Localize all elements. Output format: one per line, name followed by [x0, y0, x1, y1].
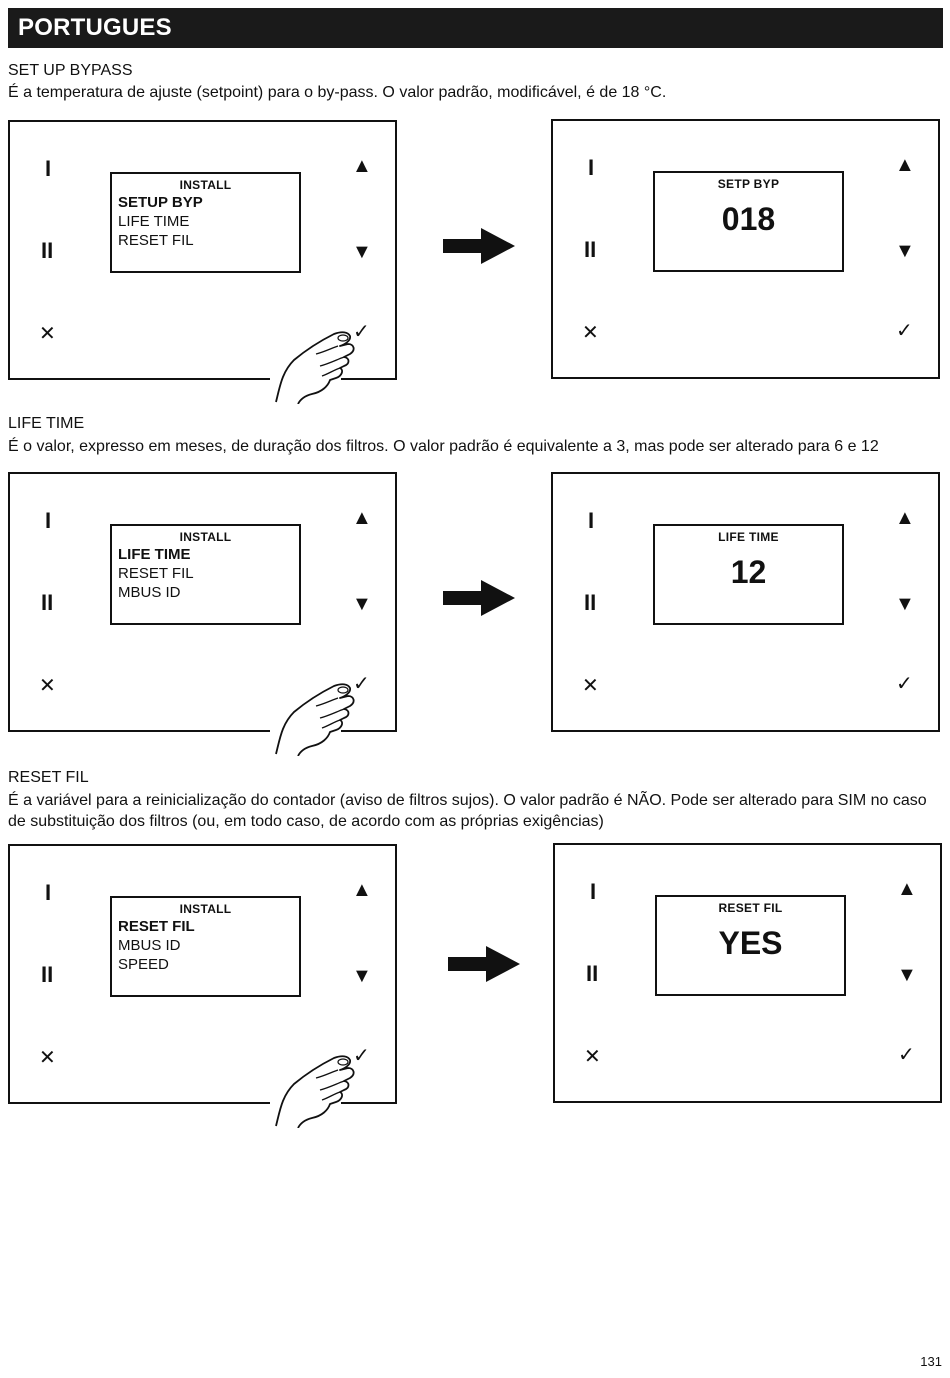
key-i-button[interactable]: I: [45, 508, 52, 533]
hand-pressing-icon: [272, 324, 362, 404]
key-ii-button[interactable]: II: [41, 962, 54, 987]
lcd-header: INSTALL: [179, 178, 232, 192]
cancel-icon[interactable]: ✕: [582, 322, 599, 344]
lcd-header: INSTALL: [179, 902, 232, 916]
lcd-menu-item: MBUS ID: [118, 584, 181, 601]
cancel-icon[interactable]: ✕: [39, 675, 56, 697]
menu-panel-setup-bypass: [8, 120, 397, 380]
lcd-value: 018: [721, 201, 776, 237]
lcd-display: [110, 172, 301, 273]
key-i-button[interactable]: I: [588, 155, 595, 180]
hand-pressing-icon: [272, 676, 362, 756]
cancel-icon[interactable]: ✕: [584, 1046, 601, 1068]
confirm-check-icon[interactable]: ✓: [898, 1044, 915, 1066]
down-arrow-icon[interactable]: ▼: [897, 964, 917, 986]
lcd-display: [110, 524, 301, 625]
confirm-check-icon[interactable]: ✓: [353, 1045, 370, 1067]
right-arrow-icon: [443, 228, 515, 264]
up-arrow-icon[interactable]: ▲: [352, 507, 372, 529]
lcd-menu-item: LIFE TIME: [118, 213, 190, 230]
value-panel-setup-bypass: [551, 119, 940, 379]
cancel-icon[interactable]: ✕: [39, 1047, 56, 1069]
confirm-check-icon[interactable]: ✓: [353, 321, 370, 343]
page-title: PORTUGUES: [18, 14, 172, 41]
right-arrow-icon: [448, 946, 520, 982]
lcd-header: RESET FIL: [718, 901, 783, 915]
hand-pressing-icon: [272, 1048, 362, 1128]
menu-panel-life-time: [8, 472, 397, 732]
key-ii-button[interactable]: II: [586, 961, 599, 986]
down-arrow-icon[interactable]: ▼: [895, 240, 915, 262]
section-description-life-time: É o valor, expresso em meses, de duração dos filtros. O valor padrão é equivalente a 3, mas pode ser alterado para 6 e 12: [8, 438, 879, 455]
up-arrow-icon[interactable]: ▲: [895, 154, 915, 176]
confirm-check-icon[interactable]: ✓: [896, 320, 913, 342]
lcd-menu-item: SPEED: [118, 956, 169, 973]
confirm-check-icon[interactable]: ✓: [896, 673, 913, 695]
page-number: 131: [920, 1354, 942, 1369]
key-i-button[interactable]: I: [45, 880, 52, 905]
value-panel-reset-fil: [553, 843, 942, 1103]
lcd-display: [653, 171, 844, 272]
key-i-button[interactable]: I: [590, 879, 597, 904]
section-title-reset-fil: RESET FIL: [8, 769, 89, 786]
lcd-menu-item: MBUS ID: [118, 937, 181, 954]
lcd-menu-item-selected: LIFE TIME: [118, 546, 191, 563]
down-arrow-icon[interactable]: ▼: [352, 965, 372, 987]
key-i-button[interactable]: I: [588, 508, 595, 533]
section-title-life-time: LIFE TIME: [8, 415, 85, 432]
lcd-display: [655, 895, 846, 996]
section-description-setup-bypass: É a temperatura de ajuste (setpoint) para o by-pass. O valor padrão, modificável, é de 18 °C.: [8, 84, 667, 101]
menu-panel-reset-fil: [8, 844, 397, 1104]
lcd-value: YES: [718, 925, 783, 961]
down-arrow-icon[interactable]: ▼: [352, 241, 372, 263]
lcd-menu-item-selected: RESET FIL: [118, 918, 195, 935]
lcd-display: [110, 896, 301, 997]
key-ii-button[interactable]: II: [41, 590, 54, 615]
lcd-display: [653, 524, 844, 625]
down-arrow-icon[interactable]: ▼: [895, 593, 915, 615]
up-arrow-icon[interactable]: ▲: [897, 878, 917, 900]
lcd-menu-item: RESET FIL: [118, 565, 194, 582]
cancel-icon[interactable]: ✕: [39, 323, 56, 345]
section-title-setup-bypass: SET UP BYPASS: [8, 62, 133, 79]
lcd-header: INSTALL: [179, 530, 232, 544]
right-arrow-icon: [443, 580, 515, 616]
section-description-reset-fil: É a variável para a reinicialização do contador (aviso de filtros sujos). O valor padrão é NÃO. Pode ser alterado para SIM no caso de substituição dos filtros (ou, em todo caso, de acordo com as próprias exigências): [8, 792, 927, 830]
lcd-menu-item: RESET FIL: [118, 232, 194, 249]
value-panel-life-time: [551, 472, 940, 732]
header-bar: [8, 8, 943, 48]
up-arrow-icon[interactable]: ▲: [352, 155, 372, 177]
key-ii-button[interactable]: II: [584, 237, 597, 262]
key-ii-button[interactable]: II: [41, 238, 54, 263]
lcd-menu-item-selected: SETUP BYP: [118, 194, 203, 211]
up-arrow-icon[interactable]: ▲: [895, 507, 915, 529]
lcd-value: 12: [730, 554, 767, 590]
cancel-icon[interactable]: ✕: [582, 675, 599, 697]
lcd-header: SETP BYP: [717, 177, 780, 191]
up-arrow-icon[interactable]: ▲: [352, 879, 372, 901]
lcd-header: LIFE TIME: [718, 530, 779, 544]
confirm-check-icon[interactable]: ✓: [353, 673, 370, 695]
key-ii-button[interactable]: II: [584, 590, 597, 615]
down-arrow-icon[interactable]: ▼: [352, 593, 372, 615]
key-i-button[interactable]: I: [45, 156, 52, 181]
